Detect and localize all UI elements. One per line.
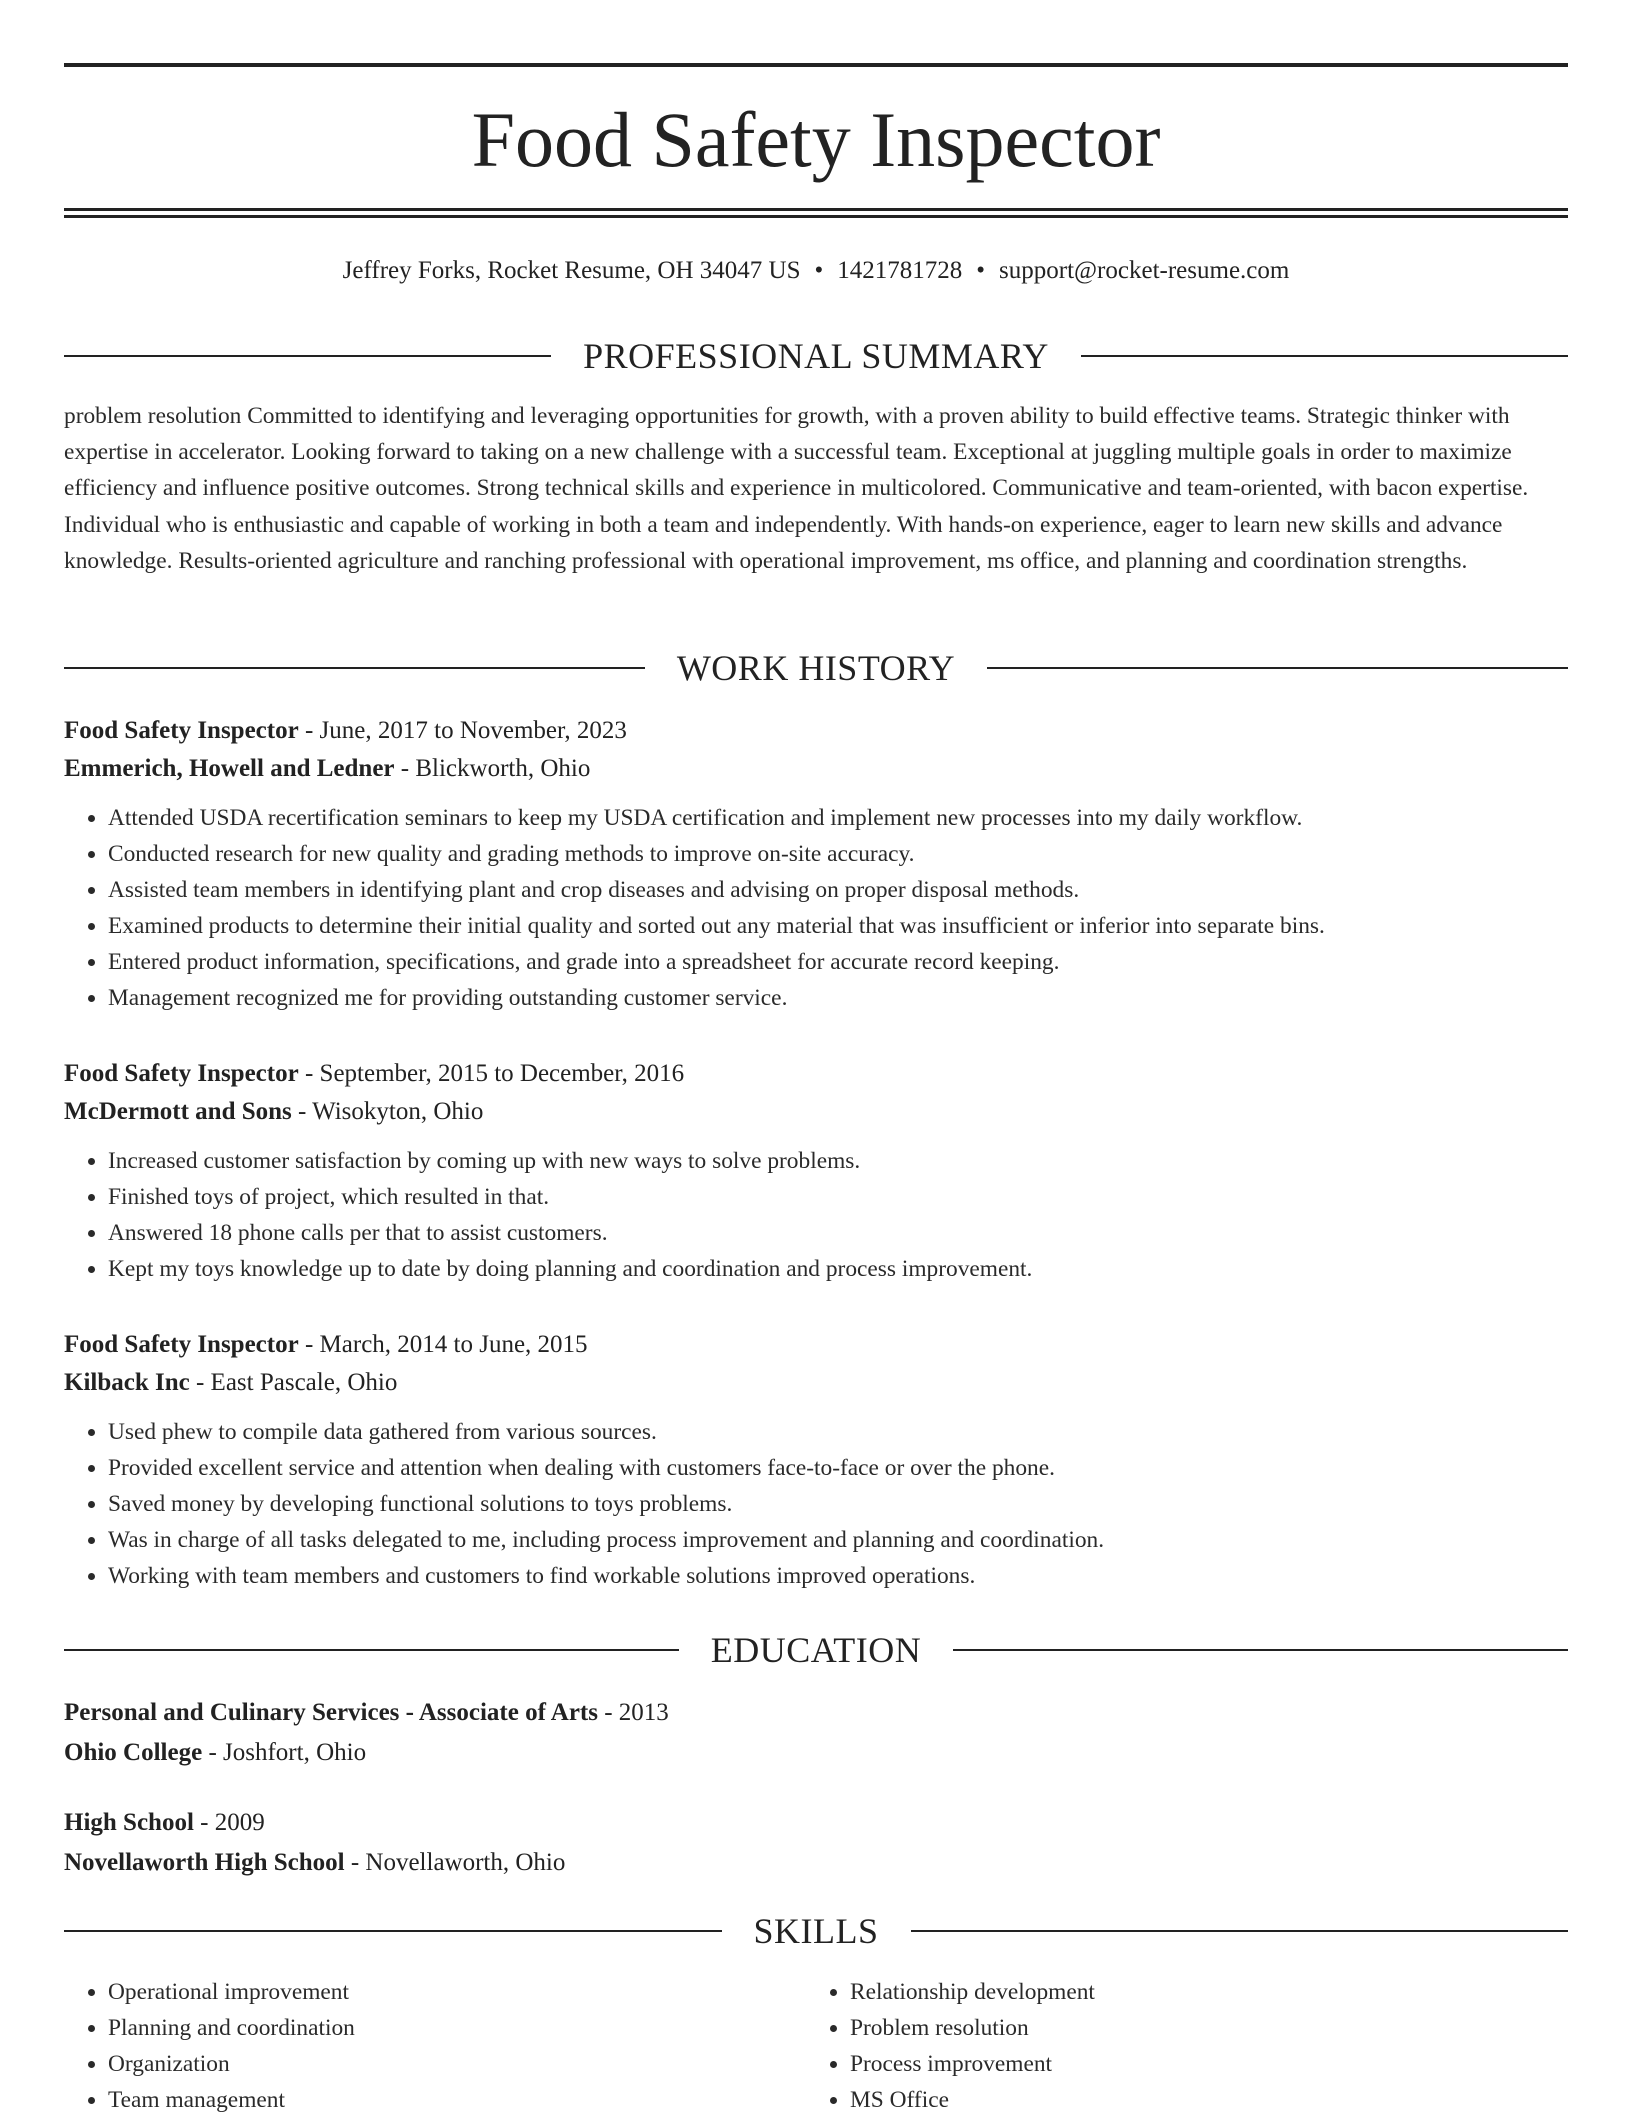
education-school-line: [64, 1843, 1568, 1883]
education-location: - Joshfort, Ohio: [202, 1739, 367, 1766]
job-bullet: • Working with team members and customers to find workable solutions improved operations.: [108, 1558, 1568, 1594]
job-dates: - June, 2017 to November, 2023: [298, 717, 627, 744]
job-bullet: • Provided excellent service and attention when dealing with customers face-to-face or over the phone.: [108, 1450, 1568, 1486]
heading-rule: [911, 1930, 1569, 1932]
header-double-rule: [64, 208, 1568, 218]
heading-rule: [64, 667, 645, 669]
education-degree-line: [64, 1803, 1568, 1843]
job-bullet: • Attended USDA recertification seminars to keep my USDA certification and implement new processes into my daily workflow.: [108, 800, 1568, 836]
section-title: SKILLS: [753, 1911, 879, 1951]
job-title-line: [64, 1326, 1568, 1364]
job-company-line: [64, 1093, 1568, 1131]
heading-rule: [64, 1930, 722, 1932]
contact-line: [64, 254, 1568, 288]
section-heading-skills: [64, 1909, 1568, 1953]
skills-list: [64, 1974, 1568, 2118]
skill-item: • Planning and coordination: [108, 2010, 806, 2046]
education-entry: [64, 1803, 1568, 1883]
summary-paragraph: problem resolution Committed to identifying and leveraging opportunities for growth, with a proven ability to build effective teams. Strategic thinker with expertise in accelerator. Looking forward to taking on a new challenge with a successful team. Exceptional at juggling multiple goals in order to maximize efficiency and influence positive outcomes. Strong technical skills and experience in multicolored. Communicative and team-oriented, with bacon expertise. Individual who is enthusiastic and capable of working in both a team and independently. With hands-on experience, eager to learn new skills and advance knowledge. Results-oriented agriculture and ranching professional with operational improvement, ms office, and planning and coordination strengths.: [64, 403, 1529, 574]
skill-item: • MS Office: [850, 2082, 1548, 2118]
section-heading-education: [64, 1628, 1568, 1672]
job-location: - Wisokyton, Ohio: [291, 1098, 484, 1125]
education-school: Novellaworth High School: [64, 1849, 345, 1876]
education-year: - 2013: [597, 1699, 669, 1726]
contact-phone: 1421781728: [837, 257, 963, 284]
education-degree-line: [64, 1693, 1568, 1733]
job-bullets: [64, 800, 1568, 1016]
skill-item: • Operational improvement: [108, 1974, 806, 2010]
job-location: - Blickworth, Ohio: [394, 755, 591, 782]
section-title: PROFESSIONAL SUMMARY: [583, 336, 1049, 376]
job-bullet: • Used phew to compile data gathered from various sources.: [108, 1414, 1568, 1450]
job-bullet: • Kept my toys knowledge up to date by doing planning and coordination and process improvement.: [108, 1251, 1568, 1287]
contact-address: Jeffrey Forks, Rocket Resume, OH 34047 US: [342, 257, 801, 284]
job-dates: - September, 2015 to December, 2016: [298, 1060, 685, 1087]
heading-rule: [1081, 355, 1568, 357]
contact-email: support@rocket-resume.com: [999, 257, 1290, 284]
job-title: Food Safety Inspector: [64, 1060, 299, 1087]
education-year: - 2009: [193, 1809, 265, 1836]
job-bullet: • Saved money by developing functional solutions to toys problems.: [108, 1486, 1568, 1522]
header-top-rule: [64, 63, 1568, 67]
job-bullet: • Conducted research for new quality and grading methods to improve on-site accuracy.: [108, 836, 1568, 872]
section-title: EDUCATION: [710, 1630, 922, 1670]
job-bullets: [64, 1143, 1568, 1287]
job-entry: [64, 1326, 1568, 1594]
job-bullet: • Increased customer satisfaction by coming up with new ways to solve problems.: [108, 1143, 1568, 1179]
job-company-line: [64, 1364, 1568, 1402]
skills-column-right: [806, 1974, 1548, 2118]
job-location: - East Pascale, Ohio: [189, 1369, 398, 1396]
resume-title: Food Safety Inspector: [471, 96, 1161, 183]
heading-rule: [64, 355, 551, 357]
job-bullet: • Entered product information, specifications, and grade into a spreadsheet for accurate record keeping.: [108, 944, 1568, 980]
job-company: McDermott and Sons: [64, 1098, 292, 1125]
heading-rule: [987, 667, 1568, 669]
skills-column-left: [64, 1974, 806, 2118]
section-heading-summary: [64, 334, 1568, 378]
job-title: Food Safety Inspector: [64, 717, 299, 744]
section-title: WORK HISTORY: [676, 648, 956, 688]
education-location: - Novellaworth, Ohio: [344, 1849, 566, 1876]
education-degree: Personal and Culinary Services - Associate of Arts: [64, 1699, 598, 1726]
job-title-line: [64, 712, 1568, 750]
education-entry: [64, 1693, 1568, 1773]
job-bullet: • Answered 18 phone calls per that to assist customers.: [108, 1215, 1568, 1251]
education-school-line: [64, 1733, 1568, 1773]
skill-item: • Process improvement: [850, 2046, 1548, 2082]
job-title: Food Safety Inspector: [64, 1331, 299, 1358]
job-company: Emmerich, Howell and Ledner: [64, 755, 395, 782]
job-bullet: • Finished toys of project, which resulted in that.: [108, 1179, 1568, 1215]
heading-rule: [64, 1649, 679, 1651]
section-heading-work: [64, 646, 1568, 690]
skill-item: • Relationship development: [850, 1974, 1548, 2010]
job-bullets: [64, 1414, 1568, 1594]
skill-item: • Organization: [108, 2046, 806, 2082]
heading-rule: [953, 1649, 1568, 1651]
job-bullet: • Examined products to determine their initial quality and sorted out any material that was insufficient or inferior into separate bins.: [108, 908, 1568, 944]
job-title-line: [64, 1055, 1568, 1093]
skill-item: • Problem resolution: [850, 2010, 1548, 2046]
education-school: Ohio College: [64, 1739, 203, 1766]
job-company-line: [64, 750, 1568, 788]
job-entry: [64, 712, 1568, 1016]
job-entry: [64, 1055, 1568, 1287]
job-company: Kilback Inc: [64, 1369, 190, 1396]
job-bullet: • Management recognized me for providing outstanding customer service.: [108, 980, 1568, 1016]
job-bullet: • Was in charge of all tasks delegated to me, including process improvement and planning and coordination.: [108, 1522, 1568, 1558]
skill-item: • Team management: [108, 2082, 806, 2118]
contact-separator: •: [976, 257, 986, 284]
education-degree: High School: [64, 1809, 194, 1836]
contact-separator: •: [814, 257, 824, 284]
job-dates: - March, 2014 to June, 2015: [298, 1331, 588, 1358]
job-bullet: • Assisted team members in identifying plant and crop diseases and advising on proper disposal methods.: [108, 872, 1568, 908]
